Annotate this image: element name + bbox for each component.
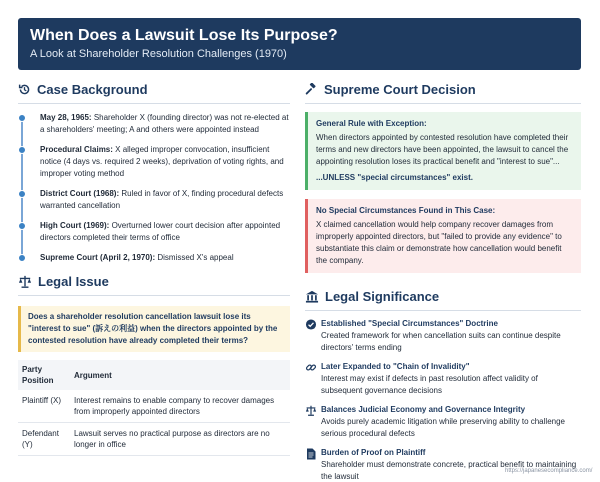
scale-icon [305, 405, 317, 416]
significance-heading: Burden of Proof on Plaintiff [321, 448, 426, 457]
significance-text: Avoids purely academic litigation while preserving ability to challenge serious procedural defects [321, 417, 565, 438]
timeline-item: Supreme Court (April 2, 1970): Dismissed X's appeal [40, 252, 290, 264]
timeline-item: District Court (1968): Ruled in favor of X, finding procedural defects warranted cancellation [40, 188, 290, 212]
legal-question: Does a shareholder resolution cancellation lawsuit lose its "interest to sue" (訴えの利益) when the directors appointed by the contested resolution have already completed their terms? [18, 306, 290, 352]
timeline-line [21, 118, 23, 256]
table-cell: Interest remains to enable company to recover damages from improperly appointed directors [70, 390, 290, 423]
table-header-row [18, 360, 290, 390]
timeline-dot [18, 254, 26, 262]
left-column [18, 80, 290, 456]
significance-heading: Established "Special Circumstances" Doctrine [321, 319, 498, 328]
legal-significance-heading [305, 287, 581, 305]
page-subtitle: A Look at Shareholder Resolution Challenges (1970) [30, 48, 287, 60]
party-positions-table [18, 360, 290, 456]
history-icon [18, 83, 31, 96]
no-special-text: X claimed cancellation would help company recover damages from improperly appointed directors, but "failed to provide any evidence" to substantiate this claim or demonstrate how cancellation would benefit the company. [316, 220, 562, 265]
table-cell: Lawsuit serves no practical purpose as directors are no longer in office [70, 423, 290, 456]
significance-item [305, 361, 581, 397]
general-rule-heading: General Rule with Exception: [316, 119, 427, 128]
scale-icon [18, 275, 32, 288]
footer-url: https://japanesecompliance.com/ [505, 468, 593, 474]
table-cell: Plaintiff (X) [18, 390, 70, 423]
timeline-item: Procedural Claims: X alleged improper convocation, insufficient notice (4 days vs. required 2 weeks), deprivation of voting rights, and improper voting method [40, 144, 290, 180]
page-header [18, 18, 581, 70]
legal-issue-heading [18, 272, 290, 290]
page-title: When Does a Lawsuit Lose Its Purpose? [30, 27, 338, 44]
significance-text: Created framework for when cancellation suits can continue despite directors' terms ending [321, 331, 561, 352]
significance-item [305, 404, 581, 440]
no-special-circumstances-box [305, 199, 581, 273]
significance-item [305, 447, 581, 482]
supreme-court-heading [305, 80, 581, 98]
gavel-icon [305, 83, 318, 96]
divider [18, 295, 290, 296]
legal-significance-title: Legal Significance [325, 288, 440, 304]
case-background-heading [18, 80, 290, 98]
general-rule-box [305, 112, 581, 190]
general-rule-text: When directors appointed by contested resolution have completed their terms and new directors have been appointed, the lawsuit to cancel the appointing resolution loses its practical benefit and "interest to sue"... [316, 133, 569, 166]
legal-issue-title: Legal Issue [38, 273, 109, 289]
timeline-dot [18, 146, 26, 154]
significance-text: Shareholder must demonstrate concrete, practical benefit to maintaining the lawsuit [321, 460, 577, 481]
right-column [305, 80, 581, 482]
no-special-heading: No Special Circumstances Found in This Case: [316, 206, 496, 215]
link-icon [305, 362, 317, 373]
case-timeline [18, 112, 290, 264]
document-icon [305, 448, 317, 460]
institution-icon [305, 290, 319, 303]
divider [305, 310, 581, 311]
general-rule-exception: ...UNLESS "special circumstances" exist. [316, 173, 473, 182]
column-header: Party Position [18, 360, 70, 390]
significance-text: Interest may exist if defects in past resolution affect validity of subsequent governance decisions [321, 374, 538, 395]
timeline-dot [18, 222, 26, 230]
divider [305, 103, 581, 104]
supreme-court-title: Supreme Court Decision [324, 81, 476, 97]
table-row [18, 423, 290, 456]
timeline-item: High Court (1969): Overturned lower court decision after appointed directors completed their terms of office [40, 220, 290, 244]
table-cell: Defendant (Y) [18, 423, 70, 456]
timeline-dot [18, 114, 26, 122]
case-background-title: Case Background [37, 81, 148, 97]
significance-item [305, 318, 581, 354]
significance-heading: Balances Judicial Economy and Governance Integrity [321, 405, 526, 414]
significance-heading: Later Expanded to "Chain of Invalidity" [321, 362, 470, 371]
divider [18, 103, 290, 104]
timeline-item: May 28, 1965: Shareholder X (founding director) was not re-elected at a shareholders' meeting; A and others were appointed instead [40, 112, 290, 136]
column-header: Argument [70, 360, 290, 390]
table-row [18, 390, 290, 423]
check-circle-icon [305, 319, 317, 330]
timeline-dot [18, 190, 26, 198]
